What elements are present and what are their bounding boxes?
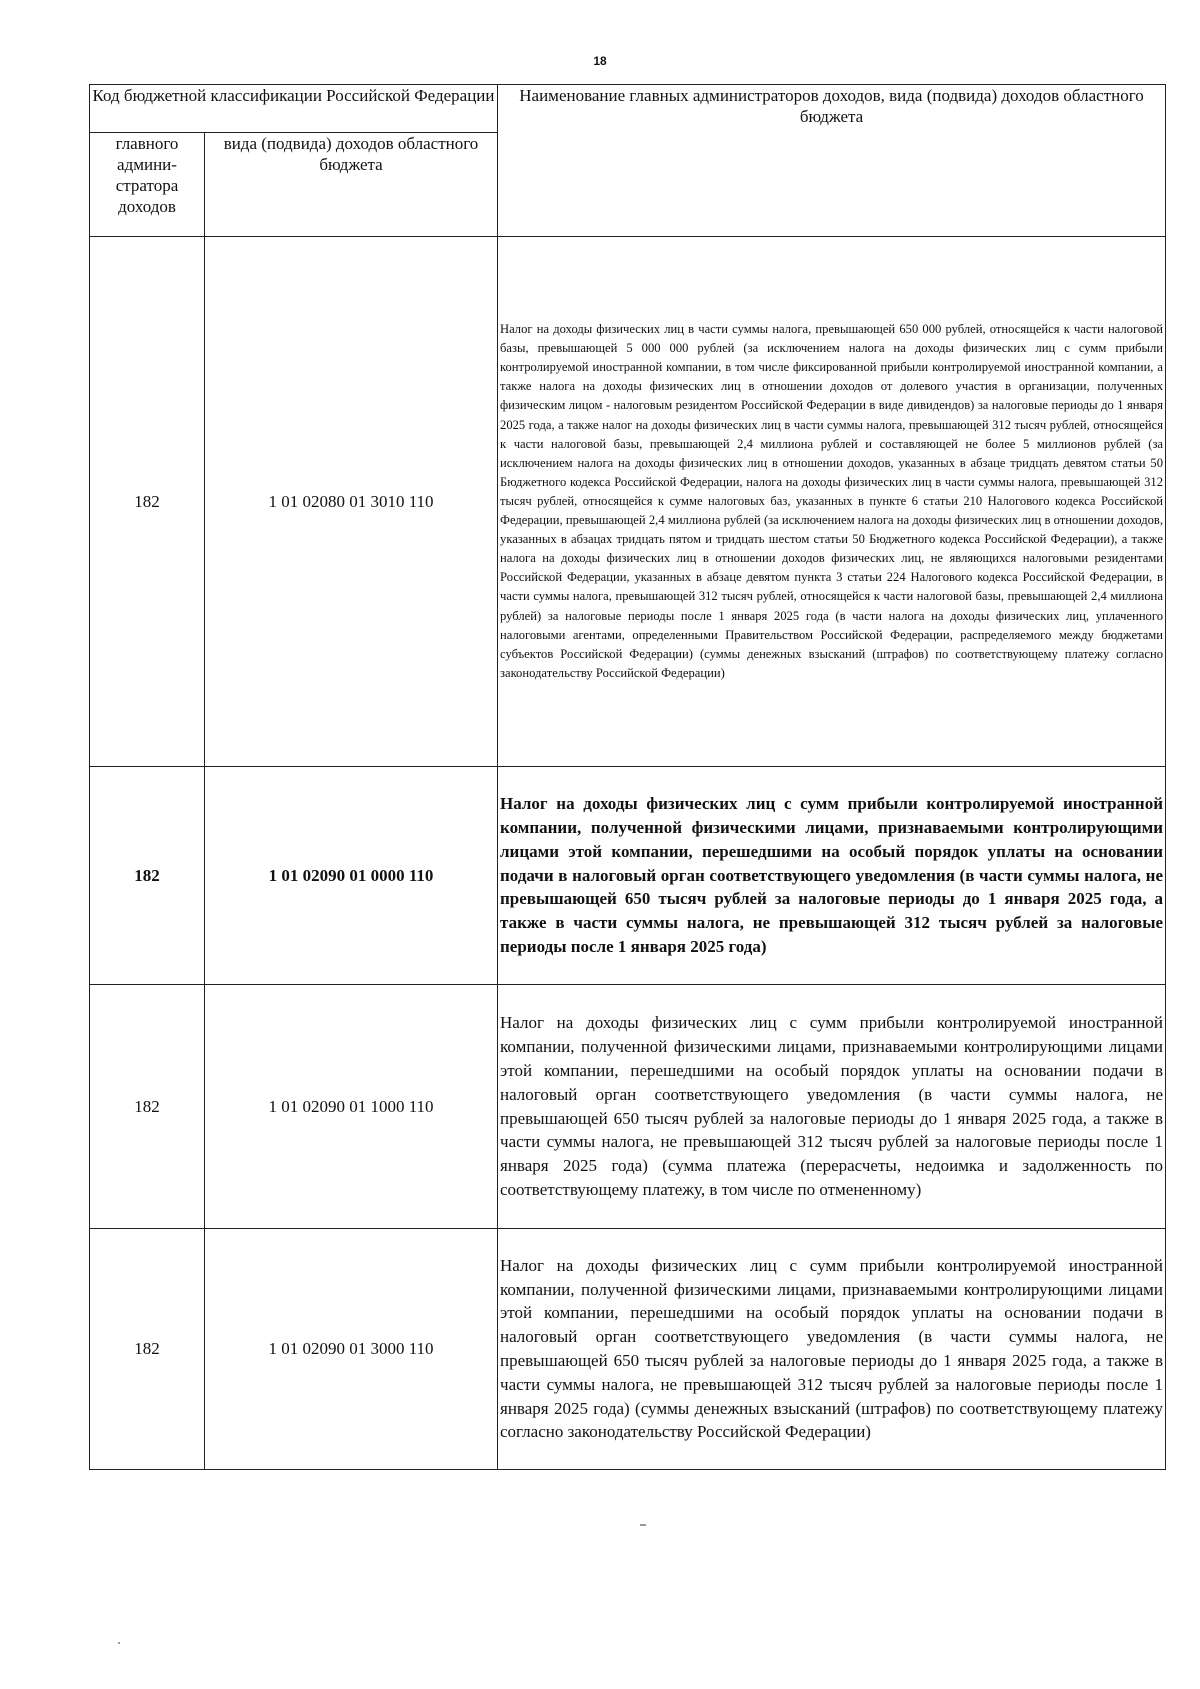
revenue-code-cell: 1 01 02090 01 0000 110 <box>205 767 498 985</box>
scan-speck <box>640 1524 646 1526</box>
revenue-name-cell: Налог на доходы физических лиц с сумм прибыли контролируемой иностранной компании, полученной физическими лицами, признаваемыми контролирующими лицами этой компании, перешедшими на особый порядок уплаты на основании подачи в налоговый орган соответствующего уведомления (в части суммы налога, не превышающей 650 тысяч рублей за налоговые периоды до 1 января 2025 года, а также в части суммы налога, не превышающей 312 тысяч рублей за налоговые периоды после 1 января 2025 года) (сумма платежа (перерасчеты, недоимка и задолженность по соответствующему платежу, в том числе по отмененному) <box>498 985 1166 1229</box>
header-admin-column: главного админи-стратора доходов <box>90 133 205 237</box>
revenue-name-cell: Налог на доходы физических лиц в части суммы налога, превышающей 650 000 рублей, относящейся к части налоговой базы, превышающей 5 000 000 рублей (за исключением налога на доходы физических лиц с сумм прибыли контролируемой иностранной компании, в том числе фиксированной прибыли контролируемой иностранной компании, а также налога на доходы физических лиц в отношении доходов от долевого участия в организации, полученных физическим лицом - налоговым резидентом Российской Федерации в виде дивидендов) за налоговые периоды до 1 января 2025 года, а также налог на доходы физических лиц в части суммы налога, превышающей 312 тысяч рублей, относящейся к части налоговой базы, превышающей 2,4 миллиона рублей и составляющей не более 5 миллионов рублей (за исключением налога на доходы физических лиц в отношении доходов, указанных в абзаце тридцать девятом статьи 50 Бюджетного кодекса Российской Федерации, налога на доходы физических лиц в части суммы налога, превышающей 312 тысяч рублей, относящейся к сумме налоговых баз, указанных в пункте 6 статьи 210 Налогового кодекса Российской Федерации, превышающей 2,4 миллиона рублей (за исключением налога на доходы физических лиц в отношении доходов, указанных в абзацах тридцать пятом и тридцать шестом статьи 50 Бюджетного кодекса Российской Федерации), а также налога на доходы физических лиц в отношении доходов физических лиц, не являющихся налоговыми резидентами Российской Федерации, указанных в абзаце девятом пункта 3 статьи 224 Налогового кодекса Российской Федерации, в части суммы налога, превышающей 312 тысяч рублей, относящейся к части налоговой базы, превышающей 2,4 миллиона рублей) за налоговые периоды после 1 января 2025 года (в части налога на доходы физических лиц, уплаченного налоговыми агентами, определенными Правительством Российской Федерации, распределяемого между бюджетами субъектов Российской Федерации) (суммы денежных взысканий (штрафов) по соответствующему платежу согласно законодательству Российской Федерации) <box>498 237 1166 767</box>
table-row <box>90 985 1166 1229</box>
admin-code-cell: 182 <box>90 767 205 985</box>
table-row <box>90 237 1166 767</box>
page-number: 18 <box>593 54 607 68</box>
revenue-code-cell: 1 01 02080 01 3010 110 <box>205 237 498 767</box>
scan-speck <box>118 1642 120 1644</box>
revenue-code-cell: 1 01 02090 01 3000 110 <box>205 1229 498 1470</box>
header-kbk-group: Код бюджетной классификации Российской Федерации <box>90 85 498 133</box>
revenue-code-cell: 1 01 02090 01 1000 110 <box>205 985 498 1229</box>
revenue-name-cell: Налог на доходы физических лиц с сумм прибыли контролируемой иностранной компании, полученной физическими лицами, признаваемыми контролирующими лицами этой компании, перешедшими на особый порядок уплаты на основании подачи в налоговый орган соответствующего уведомления (в части суммы налога, не превышающей 650 тысяч рублей за налоговые периоды до 1 января 2025 года, а также в части суммы налога, не превышающей 312 тысяч рублей за налоговые периоды после 1 января 2025 года) (суммы денежных взысканий (штрафов) по соответствующему платежу согласно законодательству Российской Федерации) <box>498 1229 1166 1470</box>
admin-code-cell: 182 <box>90 1229 205 1470</box>
revenue-name-cell: Налог на доходы физических лиц с сумм прибыли контролируемой иностранной компании, полученной физическими лицами, признаваемыми контролирующими лицами этой компании, перешедшими на особый порядок уплаты на основании подачи в налоговый орган соответствующего уведомления (в части суммы налога, не превышающей 650 тысяч рублей за налоговые периоды до 1 января 2025 года, а также в части суммы налога, не превышающей 312 тысяч рублей за налоговые периоды после 1 января 2025 года) <box>498 767 1166 985</box>
admin-code-cell: 182 <box>90 237 205 767</box>
admin-code-cell: 182 <box>90 985 205 1229</box>
header-kind-column: вида (подвида) доходов областного бюджета <box>205 133 498 237</box>
table-row <box>90 767 1166 985</box>
budget-classification-table <box>89 84 1166 1470</box>
header-name-column: Наименование главных администраторов доходов, вида (подвида) доходов областного бюджета <box>498 85 1166 237</box>
table-row <box>90 1229 1166 1470</box>
